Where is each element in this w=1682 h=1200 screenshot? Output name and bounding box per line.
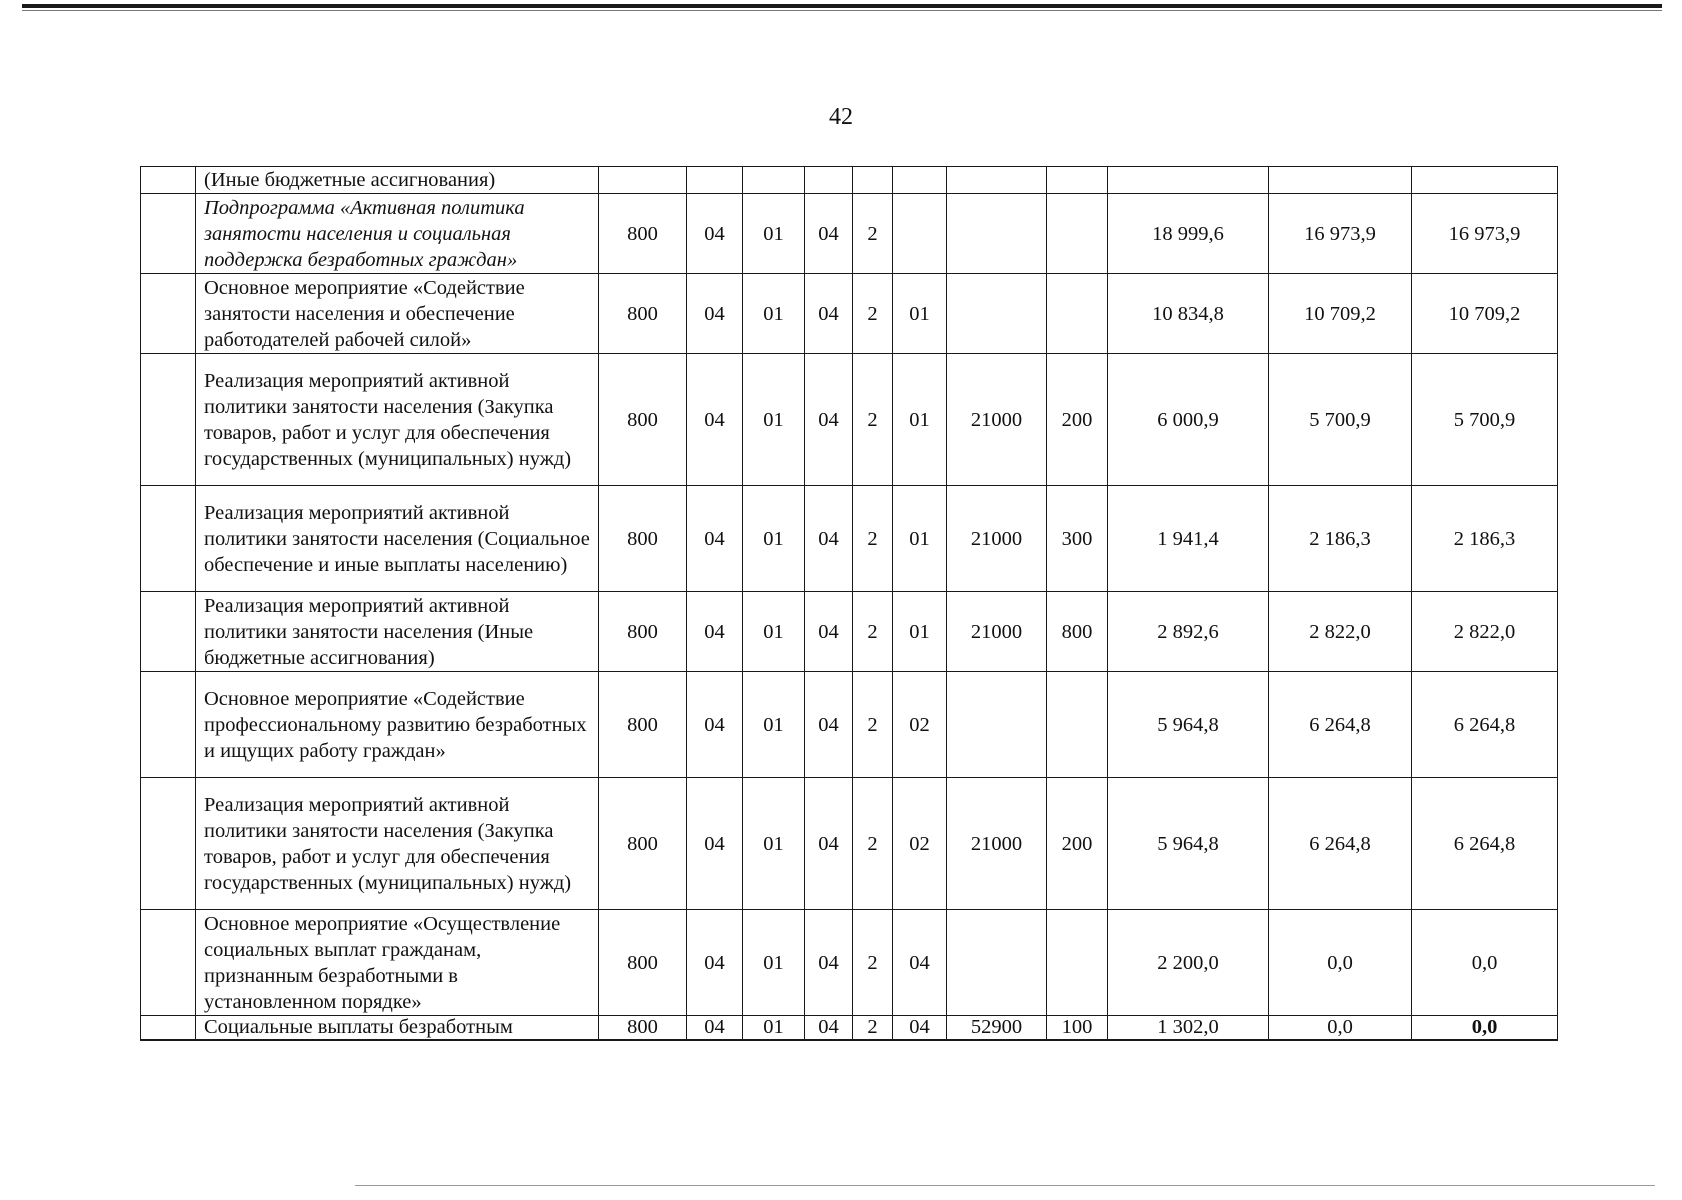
direction-code bbox=[947, 910, 1047, 1016]
pr-code: 01 bbox=[743, 274, 805, 354]
amount-year-3: 0,0 bbox=[1412, 910, 1558, 1016]
amount-year-2: 16 973,9 bbox=[1269, 194, 1412, 274]
rz-code: 04 bbox=[687, 672, 743, 778]
row-name: Подпрограмма «Активная политика занятости населения и социальная поддержка безработных граждан» bbox=[196, 194, 599, 274]
table-row bbox=[141, 910, 1558, 1016]
subprogram-code: 2 bbox=[853, 672, 893, 778]
pr-code: 01 bbox=[743, 194, 805, 274]
program-code bbox=[805, 167, 853, 194]
row-margin-cell bbox=[141, 1016, 196, 1040]
pr-code: 01 bbox=[743, 778, 805, 910]
amount-year-2: 2 186,3 bbox=[1269, 486, 1412, 592]
row-margin-cell bbox=[141, 592, 196, 672]
rz-code: 04 bbox=[687, 486, 743, 592]
amount-year-1: 5 964,8 bbox=[1108, 672, 1269, 778]
row-name: Социальные выплаты безработным bbox=[196, 1016, 599, 1040]
pr-code: 01 bbox=[743, 486, 805, 592]
program-code: 04 bbox=[805, 274, 853, 354]
subprogram-code: 2 bbox=[853, 486, 893, 592]
table-row bbox=[141, 274, 1558, 354]
expense-type-code: 200 bbox=[1047, 354, 1108, 486]
ved-code: 800 bbox=[599, 486, 687, 592]
direction-code: 21000 bbox=[947, 592, 1047, 672]
program-code: 04 bbox=[805, 778, 853, 910]
amount-year-3: 5 700,9 bbox=[1412, 354, 1558, 486]
amount-year-1: 10 834,8 bbox=[1108, 274, 1269, 354]
rz-code: 04 bbox=[687, 910, 743, 1016]
activity-code: 02 bbox=[893, 778, 947, 910]
rz-code bbox=[687, 167, 743, 194]
row-margin-cell bbox=[141, 167, 196, 194]
program-code: 04 bbox=[805, 592, 853, 672]
ved-code: 800 bbox=[599, 672, 687, 778]
activity-code: 04 bbox=[893, 1016, 947, 1040]
table-row bbox=[141, 672, 1558, 778]
ved-code: 800 bbox=[599, 592, 687, 672]
activity-code: 02 bbox=[893, 672, 947, 778]
amount-year-1: 6 000,9 bbox=[1108, 354, 1269, 486]
amount-year-3: 2 822,0 bbox=[1412, 592, 1558, 672]
program-code: 04 bbox=[805, 672, 853, 778]
activity-code bbox=[893, 167, 947, 194]
table-row bbox=[141, 1016, 1558, 1040]
table-row bbox=[141, 592, 1558, 672]
table-row bbox=[141, 194, 1558, 274]
activity-code: 01 bbox=[893, 486, 947, 592]
ved-code: 800 bbox=[599, 910, 687, 1016]
amount-year-2 bbox=[1269, 167, 1412, 194]
row-margin-cell bbox=[141, 354, 196, 486]
amount-year-1: 1 941,4 bbox=[1108, 486, 1269, 592]
activity-code bbox=[893, 194, 947, 274]
pr-code: 01 bbox=[743, 1016, 805, 1040]
direction-code bbox=[947, 274, 1047, 354]
amount-year-3: 6 264,8 bbox=[1412, 672, 1558, 778]
subprogram-code: 2 bbox=[853, 1016, 893, 1040]
subprogram-code: 2 bbox=[853, 274, 893, 354]
bottom-border-rule bbox=[355, 1185, 1655, 1186]
amount-year-1: 5 964,8 bbox=[1108, 778, 1269, 910]
row-name: Реализация мероприятий активной политики занятости населения (Иные бюджетные ассигнования) bbox=[196, 592, 599, 672]
program-code: 04 bbox=[805, 1016, 853, 1040]
amount-year-1: 1 302,0 bbox=[1108, 1016, 1269, 1040]
amount-year-1 bbox=[1108, 167, 1269, 194]
activity-code: 01 bbox=[893, 354, 947, 486]
subprogram-code: 2 bbox=[853, 194, 893, 274]
pr-code: 01 bbox=[743, 592, 805, 672]
direction-code: 21000 bbox=[947, 778, 1047, 910]
ved-code bbox=[599, 167, 687, 194]
amount-year-2: 10 709,2 bbox=[1269, 274, 1412, 354]
amount-year-2: 6 264,8 bbox=[1269, 778, 1412, 910]
amount-year-1: 2 892,6 bbox=[1108, 592, 1269, 672]
table-row bbox=[141, 778, 1558, 910]
pr-code: 01 bbox=[743, 672, 805, 778]
subprogram-code: 2 bbox=[853, 778, 893, 910]
amount-year-3: 2 186,3 bbox=[1412, 486, 1558, 592]
expense-type-code: 800 bbox=[1047, 592, 1108, 672]
amount-year-2: 5 700,9 bbox=[1269, 354, 1412, 486]
table-row bbox=[141, 354, 1558, 486]
activity-code: 01 bbox=[893, 274, 947, 354]
ved-code: 800 bbox=[599, 1016, 687, 1040]
amount-year-2: 2 822,0 bbox=[1269, 592, 1412, 672]
rz-code: 04 bbox=[687, 778, 743, 910]
ved-code: 800 bbox=[599, 354, 687, 486]
amount-year-3: 10 709,2 bbox=[1412, 274, 1558, 354]
amount-year-2: 0,0 bbox=[1269, 1016, 1412, 1040]
direction-code bbox=[947, 672, 1047, 778]
expense-type-code bbox=[1047, 167, 1108, 194]
expense-type-code bbox=[1047, 194, 1108, 274]
row-name: Основное мероприятие «Осуществление социальных выплат гражданам, признанным безработными в установленном порядке» bbox=[196, 910, 599, 1016]
row-name: Основное мероприятие «Содействие профессиональному развитию безработных и ищущих работу граждан» bbox=[196, 672, 599, 778]
page-number: 42 bbox=[829, 104, 853, 130]
pr-code bbox=[743, 167, 805, 194]
row-name: Основное мероприятие «Содействие занятости населения и обеспечение работодателей рабочей силой» bbox=[196, 274, 599, 354]
direction-code: 21000 bbox=[947, 486, 1047, 592]
amount-year-3: 6 264,8 bbox=[1412, 778, 1558, 910]
amount-year-1: 2 200,0 bbox=[1108, 910, 1269, 1016]
top-border-rule-thin bbox=[22, 10, 1662, 11]
amount-year-3: 0,0 bbox=[1412, 1016, 1558, 1040]
row-name: Реализация мероприятий активной политики занятости населения (Закупка товаров, работ и услуг для обеспечения государственных (муниципальных) нужд) bbox=[196, 778, 599, 910]
direction-code bbox=[947, 167, 1047, 194]
top-border-rule bbox=[22, 4, 1662, 8]
rz-code: 04 bbox=[687, 592, 743, 672]
amount-year-2: 0,0 bbox=[1269, 910, 1412, 1016]
amount-year-3: 16 973,9 bbox=[1412, 194, 1558, 274]
budget-table bbox=[140, 166, 1558, 1041]
activity-code: 04 bbox=[893, 910, 947, 1016]
activity-code: 01 bbox=[893, 592, 947, 672]
expense-type-code: 200 bbox=[1047, 778, 1108, 910]
rz-code: 04 bbox=[687, 1016, 743, 1040]
ved-code: 800 bbox=[599, 778, 687, 910]
table-row bbox=[141, 486, 1558, 592]
subprogram-code bbox=[853, 167, 893, 194]
program-code: 04 bbox=[805, 910, 853, 1016]
expense-type-code: 300 bbox=[1047, 486, 1108, 592]
table-row bbox=[141, 167, 1558, 194]
direction-code: 52900 bbox=[947, 1016, 1047, 1040]
expense-type-code bbox=[1047, 274, 1108, 354]
expense-type-code: 100 bbox=[1047, 1016, 1108, 1040]
row-margin-cell bbox=[141, 486, 196, 592]
direction-code: 21000 bbox=[947, 354, 1047, 486]
subprogram-code: 2 bbox=[853, 592, 893, 672]
program-code: 04 bbox=[805, 194, 853, 274]
row-margin-cell bbox=[141, 274, 196, 354]
amount-year-2: 6 264,8 bbox=[1269, 672, 1412, 778]
rz-code: 04 bbox=[687, 274, 743, 354]
amount-year-1: 18 999,6 bbox=[1108, 194, 1269, 274]
rz-code: 04 bbox=[687, 354, 743, 486]
ved-code: 800 bbox=[599, 274, 687, 354]
row-margin-cell bbox=[141, 194, 196, 274]
program-code: 04 bbox=[805, 354, 853, 486]
subprogram-code: 2 bbox=[853, 354, 893, 486]
row-name: Реализация мероприятий активной политики занятости населения (Закупка товаров, работ и услуг для обеспечения государственных (муниципальных) нужд) bbox=[196, 354, 599, 486]
pr-code: 01 bbox=[743, 354, 805, 486]
ved-code: 800 bbox=[599, 194, 687, 274]
pr-code: 01 bbox=[743, 910, 805, 1016]
expense-type-code bbox=[1047, 672, 1108, 778]
rz-code: 04 bbox=[687, 194, 743, 274]
row-margin-cell bbox=[141, 672, 196, 778]
direction-code bbox=[947, 194, 1047, 274]
subprogram-code: 2 bbox=[853, 910, 893, 1016]
expense-type-code bbox=[1047, 910, 1108, 1016]
row-name: (Иные бюджетные ассигнования) bbox=[196, 167, 599, 194]
amount-year-3 bbox=[1412, 167, 1558, 194]
program-code: 04 bbox=[805, 486, 853, 592]
row-name: Реализация мероприятий активной политики занятости населения (Социальное обеспечение и иные выплаты населению) bbox=[196, 486, 599, 592]
row-margin-cell bbox=[141, 910, 196, 1016]
row-margin-cell bbox=[141, 778, 196, 910]
